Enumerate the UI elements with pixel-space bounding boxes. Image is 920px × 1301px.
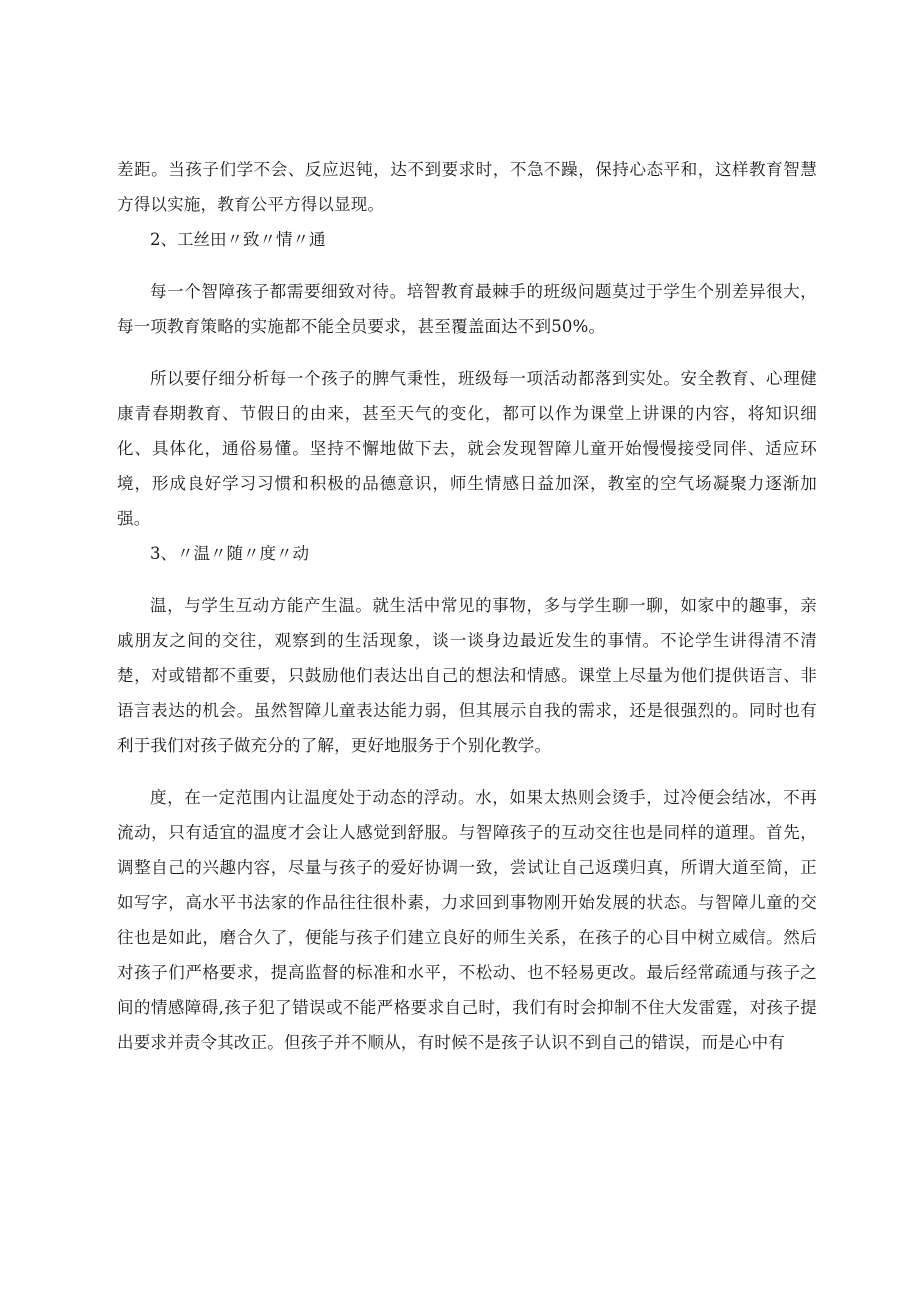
section-heading-2: 2、工丝田〃致〃情〃通: [150, 230, 326, 249]
section-heading-3: 3、〃温〃随〃度〃动: [150, 544, 309, 563]
paragraph: 度，在一定范围内让温度处于动态的浮动。水，如果太热则会烫手，过冷便会结冰，不再流动，只有适宜的温度才会让人感觉到舒服。与智障孩子的互动交往也是同样的道理。首先，调整自己的兴趣内容，尽量与孩子的爱好协调一致，尝试让自己返璞归真，所谓大道至简，正如写字，高水平书法家的作品往往很朴素，力求回到事物刚开始发展的状态。与智障儿童的交往也是如此，磨合久了，便能与孩子们建立良好的师生关系，在孩子的心目中树立威信。然后对孩子们严格要求，提高监督的标准和水平，不松动、也不轻易更改。最后经常疏通与孩子之间的情感障碍,孩子犯了错误或不能严格要求自己时，我们有时会抑制不住大发雷霆，对孩子提出要求并责令其改正。但孩子并不顺从，有时候不是孩子认识不到自己的错误，而是心中有: [117, 788, 817, 1052]
paragraph: 每一个智障孩子都需要细致对待。培智教育最棘手的班级问题莫过于学生个别差异很大，每一项教育策略的实施都不能全员要求，甚至覆盖面达不到50%。: [117, 282, 817, 336]
document-page: [117, 152, 817, 1060]
paragraph-continued: 差距。当孩子们学不会、反应迟钝，达不到要求时，不急不躁，保持心态平和，这样教育智慧方得以实施，教育公平方得以显现。: [117, 160, 817, 214]
paragraph: 温，与学生互动方能产生温。就生活中常见的事物，多与学生聊一聊，如家中的趣事，亲戚朋友之间的交往，观察到的生活现象，谈一谈身边最近发生的事情。不论学生讲得清不清楚，对或错都不重要，只鼓励他们表达出自己的想法和情感。课堂上尽量为他们提供语言、非语言表达的机会。虽然智障儿童表达能力弱，但其展示自我的需求，还是很强烈的。同时也有利于我们对孩子做充分的了解，更好地服务于个别化教学。: [117, 596, 817, 755]
paragraph: 所以要仔细分析每一个孩子的脾气秉性，班级每一项活动都落到实处。安全教育、心理健康青春期教育、节假日的由来，甚至天气的变化，都可以作为课堂上讲课的内容，将知识细化、具体化，通俗易懂。坚持不懈地做下去，就会发现智障儿童开始慢慢接受同伴、适应环境，形成良好学习习惯和积极的品德意识，师生情感日益加深，教室的空气场凝聚力逐渐加强。: [117, 369, 817, 528]
